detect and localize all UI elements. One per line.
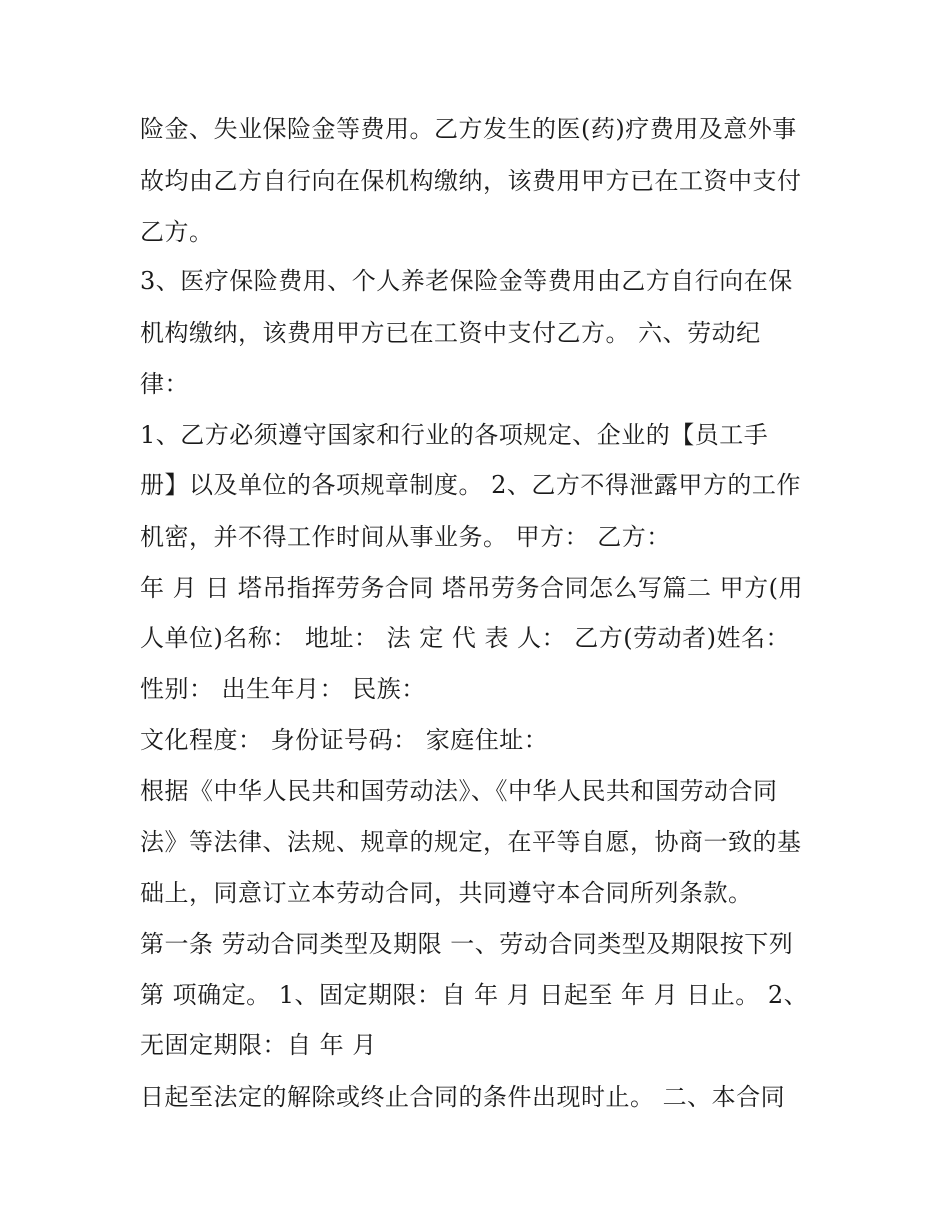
text-line: 乙方。 [140, 218, 214, 246]
text-line: 根据《中华人民共和国劳动法》、《中华人民共和国劳动合同 [140, 777, 778, 805]
text-line: 机构缴纳，该费用甲方已在工资中支付乙方。 六、劳动纪 [140, 319, 761, 347]
text-line: 人单位)名称： 地址： 法 定 代 表 人： 乙方(劳动者)姓名： [140, 624, 790, 652]
text-line: 1、乙方必须遵守国家和行业的各项规定、企业的【员工手 [140, 421, 769, 449]
text-line: 险金、失业保险金等费用。乙方发生的医(药)疗费用及意外事 [140, 115, 797, 143]
text-line: 册】以及单位的各项规章制度。 2、乙方不得泄露甲方的工作 [140, 471, 801, 499]
text-line: 法》等法律、法规、规章的规定，在平等自愿，协商一致的基 [140, 828, 802, 856]
text-line: 础上，同意订立本劳动合同，共同遵守本合同所列条款。 [140, 879, 753, 907]
text-line: 年 月 日 塔吊指挥劳务合同 塔吊劳务合同怎么写篇二 甲方(用 [140, 574, 804, 602]
text-line: 无固定期限：自 年 月 [140, 1031, 377, 1059]
text-line: 机密，并不得工作时间从事业务。 甲方： 乙方： [140, 523, 671, 551]
text-line: 文化程度： 身份证号码： 家庭住址： [140, 726, 549, 754]
text-line: 第 项确定。 1、固定期限：自 年 月 日起至 年 月 日止。 2、 [140, 981, 809, 1009]
text-line: 故均由乙方自行向在保机构缴纳，该费用甲方已在工资中支付 [140, 167, 802, 195]
text-line: 第一条 劳动合同类型及期限 一、劳动合同类型及期限按下列 [140, 930, 794, 958]
text-line: 性别： 出生年月： 民族： [140, 675, 426, 703]
text-line: 律： [140, 370, 189, 398]
text-line: 3、医疗保险费用、个人养老保险金等费用由乙方自行向在保 [140, 267, 793, 295]
text-line: 日起至法定的解除或终止合同的条件出现时止。 二、本合同 [140, 1083, 786, 1111]
